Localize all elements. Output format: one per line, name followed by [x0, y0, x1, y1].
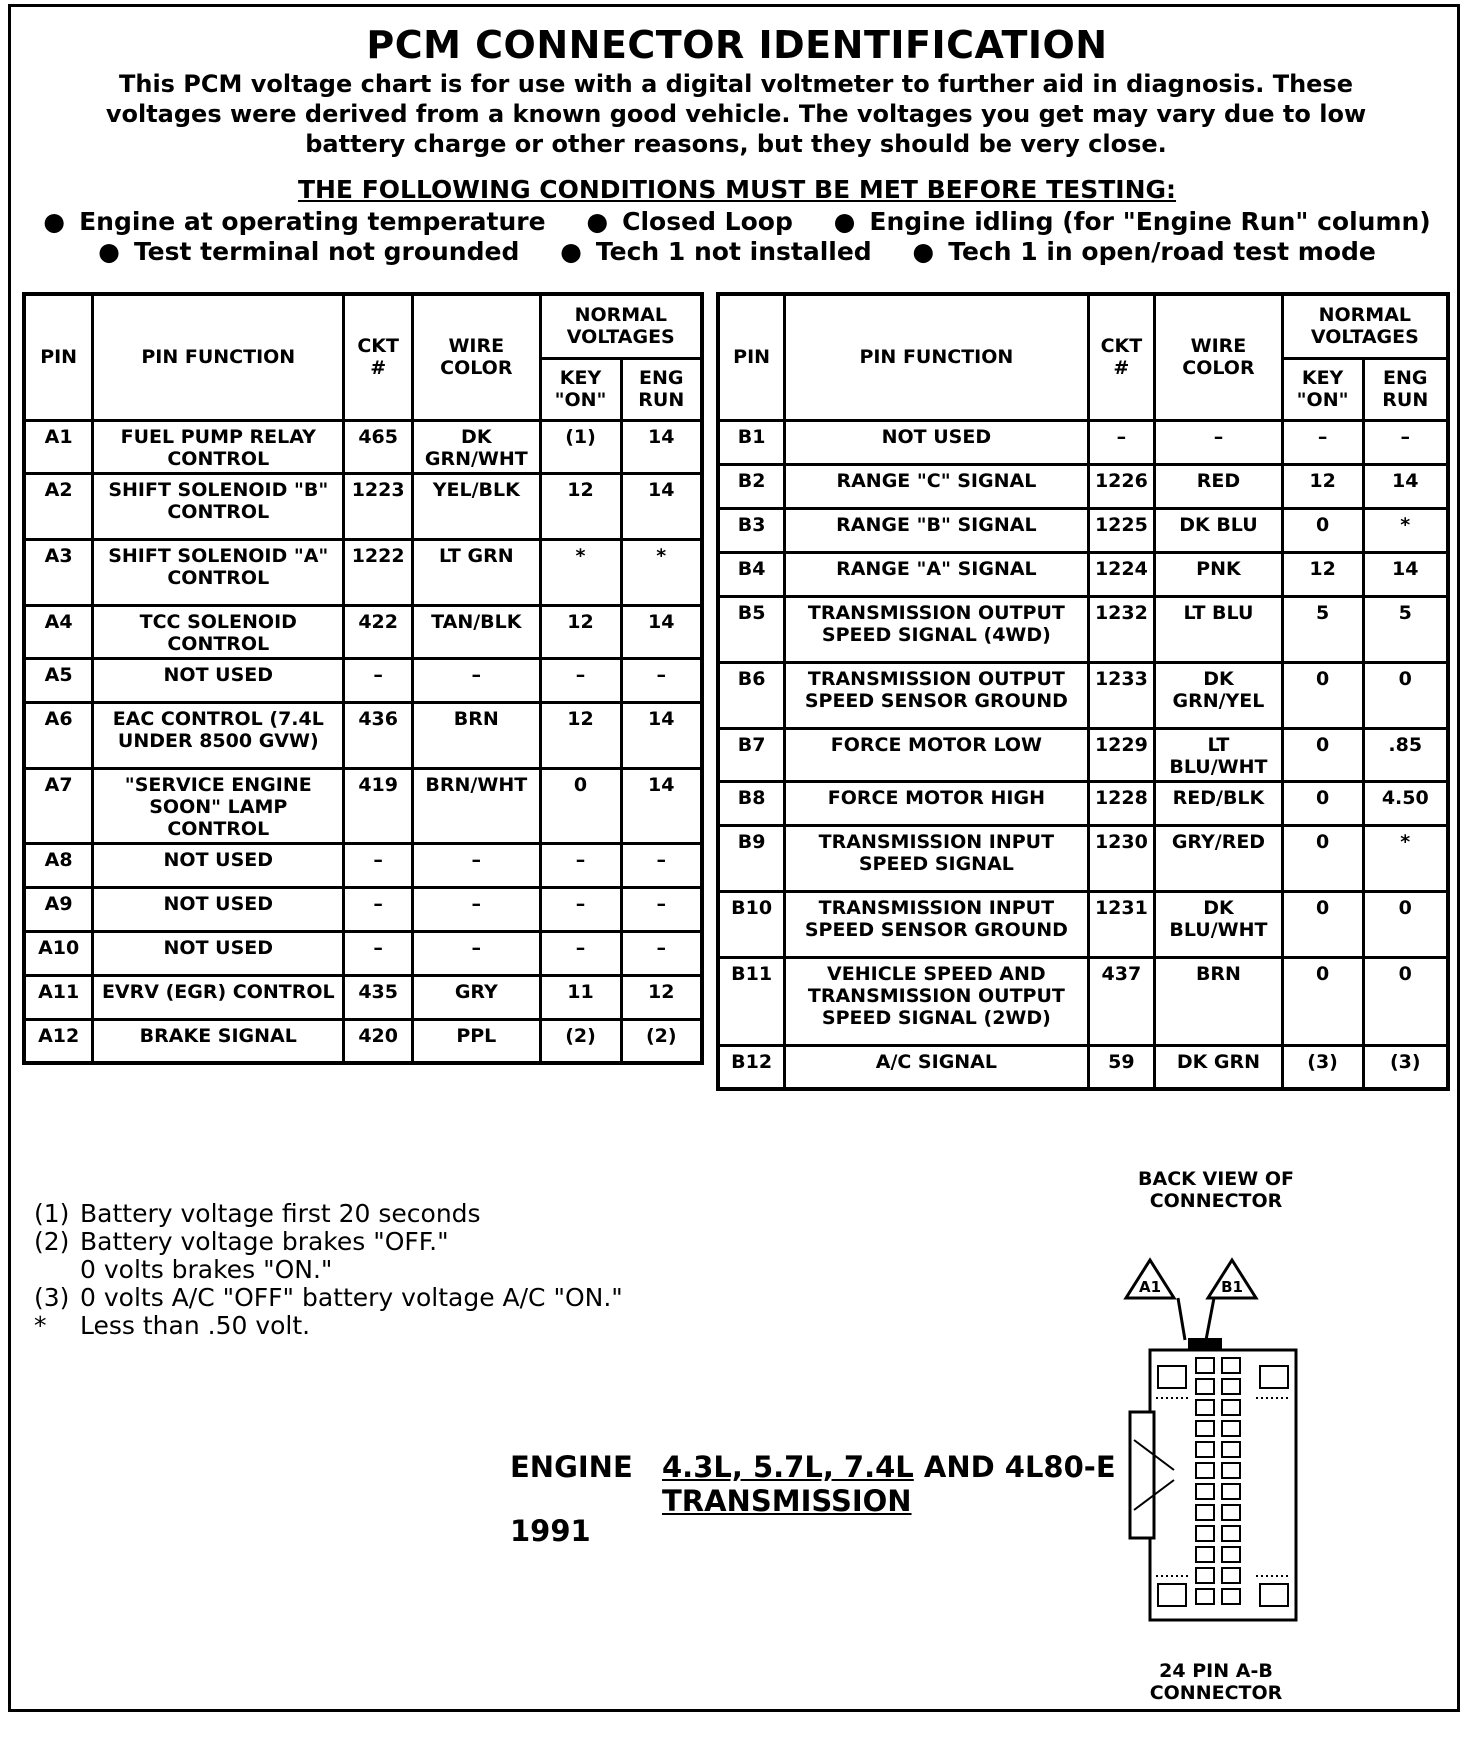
- connector-pin-cavity: [1196, 1421, 1214, 1436]
- key-on-cell: 0: [1282, 825, 1363, 891]
- ckt-cell: 420: [344, 1019, 413, 1063]
- ckt-cell: 419: [344, 768, 413, 843]
- key-on-cell: –: [540, 887, 621, 931]
- header-pin: PIN: [24, 294, 93, 420]
- wire-color-cell: YEL/BLK: [413, 473, 541, 539]
- wire-color-cell: –: [413, 843, 541, 887]
- key-on-cell: *: [540, 539, 621, 605]
- ckt-cell: –: [344, 658, 413, 702]
- wire-color-cell: BRN: [413, 702, 541, 768]
- wire-color-cell: BRN: [1155, 957, 1282, 1045]
- ckt-cell: 1225: [1088, 508, 1155, 552]
- engine-value: [662, 1450, 1116, 1518]
- wire-color-cell: DK BLU: [1155, 508, 1282, 552]
- marker-a1: A1: [1138, 1278, 1162, 1296]
- footnote-text: 0 volts brakes "ON.": [80, 1255, 333, 1284]
- table-row: [718, 825, 1448, 891]
- table-row: [24, 1019, 702, 1063]
- header-ckt: CKT #: [1088, 294, 1155, 420]
- connector-pin-cavity: [1196, 1379, 1214, 1394]
- ckt-cell: 1229: [1088, 728, 1155, 781]
- ckt-cell: 437: [1088, 957, 1155, 1045]
- connector-diagram: [1100, 1240, 1300, 1660]
- eng-run-cell: *: [1363, 825, 1448, 891]
- connector-top-label: BACK VIEW OF CONNECTOR: [1138, 1168, 1294, 1212]
- pin-function-cell: TCC SOLENOID CONTROL: [93, 605, 344, 658]
- table-row: [24, 473, 702, 539]
- key-on-cell: 12: [1282, 464, 1363, 508]
- key-on-cell: 0: [1282, 957, 1363, 1045]
- pin-cell: A9: [24, 887, 93, 931]
- pin-cell: A3: [24, 539, 93, 605]
- footnote-text: Less than .50 volt.: [80, 1311, 311, 1340]
- wire-color-cell: DK GRN/YEL: [1155, 662, 1282, 728]
- pin-cell: B9: [718, 825, 785, 891]
- key-on-cell: 12: [540, 473, 621, 539]
- eng-run-cell: –: [621, 887, 702, 931]
- table-row: [24, 605, 702, 658]
- pin-cell: B2: [718, 464, 785, 508]
- ckt-cell: –: [1088, 420, 1155, 464]
- key-on-cell: 12: [540, 702, 621, 768]
- eng-run-cell: 12: [621, 975, 702, 1019]
- connector-bottom-label: 24 PIN A-B CONNECTOR: [1149, 1660, 1283, 1704]
- ckt-cell: 1226: [1088, 464, 1155, 508]
- header-wire-color: WIRE COLOR: [413, 294, 541, 420]
- table-row: [24, 768, 702, 843]
- table-row: [718, 596, 1448, 662]
- condition-item: Tech 1 in open/road test mode: [948, 237, 1376, 266]
- connector-pin-cavity: [1222, 1526, 1240, 1541]
- footnote-key: (2): [34, 1227, 70, 1256]
- pin-function-cell: RANGE "B" SIGNAL: [785, 508, 1088, 552]
- table-row: [24, 539, 702, 605]
- eng-run-cell: (2): [621, 1019, 702, 1063]
- pin-function-cell: NOT USED: [785, 420, 1088, 464]
- footnote-1: [34, 1200, 623, 1228]
- connector-pin-cavity: [1196, 1484, 1214, 1499]
- header-eng-run: ENG RUN: [1363, 358, 1448, 420]
- pin-cell: B1: [718, 420, 785, 464]
- pin-cell: B11: [718, 957, 785, 1045]
- wire-color-cell: LT BLU: [1155, 596, 1282, 662]
- pin-function-cell: VEHICLE SPEED AND TRANSMISSION OUTPUT SPEED SIGNAL (2WD): [785, 957, 1088, 1045]
- footnote-star: [34, 1312, 623, 1340]
- condition-item: Closed Loop: [622, 207, 793, 236]
- wire-color-cell: GRY: [413, 975, 541, 1019]
- eng-run-cell: 14: [621, 473, 702, 539]
- table-row: [718, 464, 1448, 508]
- condition-item: Test terminal not grounded: [133, 237, 520, 266]
- ckt-cell: 1223: [344, 473, 413, 539]
- wire-color-cell: RED: [1155, 464, 1282, 508]
- ckt-cell: 1228: [1088, 781, 1155, 825]
- table-row: [718, 420, 1448, 464]
- engine-trans: AND 4L80-E: [913, 1450, 1116, 1484]
- pin-function-cell: EVRV (EGR) CONTROL: [93, 975, 344, 1019]
- connector-pin-cavity: [1196, 1526, 1214, 1541]
- pin-function-cell: RANGE "C" SIGNAL: [785, 464, 1088, 508]
- ckt-cell: 465: [344, 420, 413, 473]
- eng-run-cell: 0: [1363, 957, 1448, 1045]
- eng-run-cell: .85: [1363, 728, 1448, 781]
- pin-function-cell: FORCE MOTOR LOW: [785, 728, 1088, 781]
- header-pin-function: PIN FUNCTION: [93, 294, 344, 420]
- pin-function-cell: NOT USED: [93, 658, 344, 702]
- key-on-cell: 5: [1282, 596, 1363, 662]
- header-normal-voltages: NORMAL VOLTAGES: [1282, 294, 1448, 358]
- eng-run-cell: 14: [1363, 552, 1448, 596]
- pin-cell: A6: [24, 702, 93, 768]
- pin-function-cell: TRANSMISSION INPUT SPEED SIGNAL: [785, 825, 1088, 891]
- marker-b1: B1: [1221, 1278, 1243, 1296]
- ckt-cell: 435: [344, 975, 413, 1019]
- footnote-text: Battery voltage brakes "OFF.": [80, 1227, 449, 1256]
- eng-run-cell: 14: [621, 605, 702, 658]
- pin-cell: A7: [24, 768, 93, 843]
- pin-table-b: [716, 292, 1450, 1091]
- eng-run-cell: 14: [621, 702, 702, 768]
- header-pin-function: PIN FUNCTION: [785, 294, 1088, 420]
- ckt-cell: 436: [344, 702, 413, 768]
- pin-function-cell: SHIFT SOLENOID "B" CONTROL: [93, 473, 344, 539]
- connector-pin-cavity: [1196, 1505, 1214, 1520]
- key-on-cell: 0: [1282, 508, 1363, 552]
- header-ckt: CKT #: [344, 294, 413, 420]
- table-row: [24, 931, 702, 975]
- eng-run-cell: *: [621, 539, 702, 605]
- intro-text: This PCM voltage chart is for use with a digital voltmeter to further aid in diagnosis. These voltages were derived from a known good vehicle. The voltages you get may vary due to low battery charge or other reasons, but they should be very close.: [105, 70, 1367, 158]
- pin-function-cell: FORCE MOTOR HIGH: [785, 781, 1088, 825]
- wire-color-cell: RED/BLK: [1155, 781, 1282, 825]
- pin-cell: B10: [718, 891, 785, 957]
- footnote-2: [34, 1228, 623, 1256]
- connector-pin-cavity: [1222, 1358, 1240, 1373]
- footnote-text: Battery voltage first 20 seconds: [80, 1199, 481, 1228]
- key-on-cell: 12: [540, 605, 621, 658]
- table-row: [24, 658, 702, 702]
- header-key-on: KEY "ON": [1282, 358, 1363, 420]
- connector-latch: [1130, 1412, 1154, 1538]
- connector-pin-cavity: [1222, 1505, 1240, 1520]
- wire-color-cell: PNK: [1155, 552, 1282, 596]
- header-pin: PIN: [718, 294, 785, 420]
- connector-pin-cavity: [1222, 1568, 1240, 1583]
- pin-cell: A11: [24, 975, 93, 1019]
- connector-pin-cavity: [1196, 1400, 1214, 1415]
- pin-cell: B5: [718, 596, 785, 662]
- ckt-cell: 1233: [1088, 662, 1155, 728]
- connector-pin-cavity: [1222, 1379, 1240, 1394]
- table-row: [718, 781, 1448, 825]
- eng-run-cell: –: [621, 931, 702, 975]
- pin-cell: A12: [24, 1019, 93, 1063]
- ckt-cell: 1231: [1088, 891, 1155, 957]
- footnote-2-cont: [34, 1256, 623, 1284]
- wire-color-cell: –: [1155, 420, 1282, 464]
- key-on-cell: (3): [1282, 1045, 1363, 1089]
- footnote-text: 0 volts A/C "OFF" battery voltage A/C "ON.": [80, 1283, 623, 1312]
- eng-run-cell: 0: [1363, 891, 1448, 957]
- engine-sizes: 4.3L, 5.7L, 7.4L: [662, 1450, 914, 1484]
- conditions-line-2: ● Test terminal not grounded ● Tech 1 not installed ● Tech 1 in open/road test mode: [98, 237, 1376, 266]
- page-title: PCM CONNECTOR IDENTIFICATION: [366, 23, 1108, 67]
- table-row: [718, 891, 1448, 957]
- connector-pin-cavity: [1222, 1547, 1240, 1562]
- key-on-cell: 0: [1282, 662, 1363, 728]
- connector-pin-cavity: [1196, 1568, 1214, 1583]
- pin-function-cell: FUEL PUMP RELAY CONTROL: [93, 420, 344, 473]
- engine-label: ENGINE: [510, 1450, 633, 1484]
- wire-color-cell: GRY/RED: [1155, 825, 1282, 891]
- pin-cell: B12: [718, 1045, 785, 1089]
- ckt-cell: 59: [1088, 1045, 1155, 1089]
- footnote-3: [34, 1284, 623, 1312]
- eng-run-cell: –: [1363, 420, 1448, 464]
- condition-item: Engine at operating temperature: [79, 207, 546, 236]
- key-on-cell: (2): [540, 1019, 621, 1063]
- pin-function-cell: "SERVICE ENGINE SOON" LAMP CONTROL: [93, 768, 344, 843]
- pin-cell: B8: [718, 781, 785, 825]
- wire-color-cell: PPL: [413, 1019, 541, 1063]
- b1-arrow: [1206, 1298, 1214, 1340]
- pin-cell: A4: [24, 605, 93, 658]
- pin-function-cell: RANGE "A" SIGNAL: [785, 552, 1088, 596]
- header-eng-run: ENG RUN: [621, 358, 702, 420]
- pin-cell: A10: [24, 931, 93, 975]
- pin-function-cell: EAC CONTROL (7.4L UNDER 8500 GVW): [93, 702, 344, 768]
- pin-cell: B7: [718, 728, 785, 781]
- key-on-cell: 11: [540, 975, 621, 1019]
- key-on-cell: 0: [1282, 891, 1363, 957]
- pin-cell: A8: [24, 843, 93, 887]
- footnote-key: (3): [34, 1283, 70, 1312]
- footnote-key: *: [34, 1311, 47, 1340]
- table-row: [718, 957, 1448, 1045]
- a1-arrow: [1178, 1298, 1185, 1340]
- footnotes: [34, 1200, 623, 1340]
- ckt-cell: 1222: [344, 539, 413, 605]
- connector-pin-cavity: [1222, 1484, 1240, 1499]
- pin-cell: A2: [24, 473, 93, 539]
- pin-cell: B4: [718, 552, 785, 596]
- eng-run-cell: –: [621, 658, 702, 702]
- header-key-on: KEY "ON": [540, 358, 621, 420]
- key-on-cell: –: [540, 931, 621, 975]
- connector-pin-cavity: [1196, 1547, 1214, 1562]
- wire-color-cell: DK GRN: [1155, 1045, 1282, 1089]
- eng-run-cell: *: [1363, 508, 1448, 552]
- eng-run-cell: 14: [621, 768, 702, 843]
- wire-color-cell: LT GRN: [413, 539, 541, 605]
- condition-item: Engine idling (for "Engine Run" column): [869, 207, 1431, 236]
- table-row: [24, 843, 702, 887]
- table-row: [24, 702, 702, 768]
- key-on-cell: –: [1282, 420, 1363, 464]
- conditions-line-1: ● Engine at operating temperature ● Closed Loop ● Engine idling (for "Engine Run" column): [43, 207, 1431, 236]
- eng-run-cell: 14: [621, 420, 702, 473]
- key-on-cell: 12: [1282, 552, 1363, 596]
- wire-color-cell: –: [413, 887, 541, 931]
- connector-pin-cavity: [1196, 1442, 1214, 1457]
- key-on-cell: 0: [1282, 781, 1363, 825]
- pin-function-cell: NOT USED: [93, 931, 344, 975]
- key-on-cell: –: [540, 843, 621, 887]
- footnote-key: (1): [34, 1199, 70, 1228]
- eng-run-cell: 4.50: [1363, 781, 1448, 825]
- table-row: [718, 508, 1448, 552]
- pin-function-cell: SHIFT SOLENOID "A" CONTROL: [93, 539, 344, 605]
- key-on-cell: 0: [540, 768, 621, 843]
- pin-cell: A1: [24, 420, 93, 473]
- wire-color-cell: LT BLU/WHT: [1155, 728, 1282, 781]
- ckt-cell: 1224: [1088, 552, 1155, 596]
- eng-run-cell: –: [621, 843, 702, 887]
- wire-color-cell: TAN/BLK: [413, 605, 541, 658]
- pin-function-cell: NOT USED: [93, 887, 344, 931]
- connector-key: [1188, 1338, 1222, 1350]
- ckt-cell: –: [344, 843, 413, 887]
- pin-function-cell: NOT USED: [93, 843, 344, 887]
- connector-pin-cavity: [1222, 1421, 1240, 1436]
- pin-cell: A5: [24, 658, 93, 702]
- ckt-cell: –: [344, 887, 413, 931]
- pin-function-cell: BRAKE SIGNAL: [93, 1019, 344, 1063]
- wire-color-cell: –: [413, 931, 541, 975]
- pin-cell: B3: [718, 508, 785, 552]
- eng-run-cell: 5: [1363, 596, 1448, 662]
- pin-function-cell: TRANSMISSION INPUT SPEED SENSOR GROUND: [785, 891, 1088, 957]
- table-row: [718, 1045, 1448, 1089]
- wire-color-cell: DK BLU/WHT: [1155, 891, 1282, 957]
- table-row: [718, 552, 1448, 596]
- table-row: [718, 662, 1448, 728]
- connector-pin-cavity: [1222, 1400, 1240, 1415]
- pin-function-cell: TRANSMISSION OUTPUT SPEED SIGNAL (4WD): [785, 596, 1088, 662]
- ckt-cell: 422: [344, 605, 413, 658]
- header-normal-voltages: NORMAL VOLTAGES: [540, 294, 702, 358]
- connector-pin-cavity: [1196, 1589, 1214, 1604]
- ckt-cell: 1232: [1088, 596, 1155, 662]
- eng-run-cell: 14: [1363, 464, 1448, 508]
- wire-color-cell: –: [413, 658, 541, 702]
- condition-item: Tech 1 not installed: [595, 237, 872, 266]
- key-on-cell: (1): [540, 420, 621, 473]
- header-wire-color: WIRE COLOR: [1155, 294, 1282, 420]
- pin-function-cell: TRANSMISSION OUTPUT SPEED SENSOR GROUND: [785, 662, 1088, 728]
- pin-function-cell: A/C SIGNAL: [785, 1045, 1088, 1089]
- engine-transmission: TRANSMISSION: [662, 1484, 912, 1518]
- table-row: [24, 887, 702, 931]
- wire-color-cell: BRN/WHT: [413, 768, 541, 843]
- ckt-cell: 1230: [1088, 825, 1155, 891]
- ckt-cell: –: [344, 931, 413, 975]
- connector-pin-cavity: [1196, 1463, 1214, 1478]
- conditions-heading: THE FOLLOWING CONDITIONS MUST BE MET BEFORE TESTING:: [297, 175, 1177, 204]
- model-year: 1991: [510, 1514, 591, 1548]
- eng-run-cell: (3): [1363, 1045, 1448, 1089]
- connector-pin-cavity: [1222, 1463, 1240, 1478]
- eng-run-cell: 0: [1363, 662, 1448, 728]
- table-row: [24, 420, 702, 473]
- table-row: [24, 975, 702, 1019]
- key-on-cell: 0: [1282, 728, 1363, 781]
- wire-color-cell: DK GRN/WHT: [413, 420, 541, 473]
- pin-table-a: [22, 292, 704, 1065]
- pin-cell: B6: [718, 662, 785, 728]
- table-row: [718, 728, 1448, 781]
- connector-pin-cavity: [1222, 1589, 1240, 1604]
- key-on-cell: –: [540, 658, 621, 702]
- connector-pin-cavity: [1222, 1442, 1240, 1457]
- connector-pin-cavity: [1196, 1358, 1214, 1373]
